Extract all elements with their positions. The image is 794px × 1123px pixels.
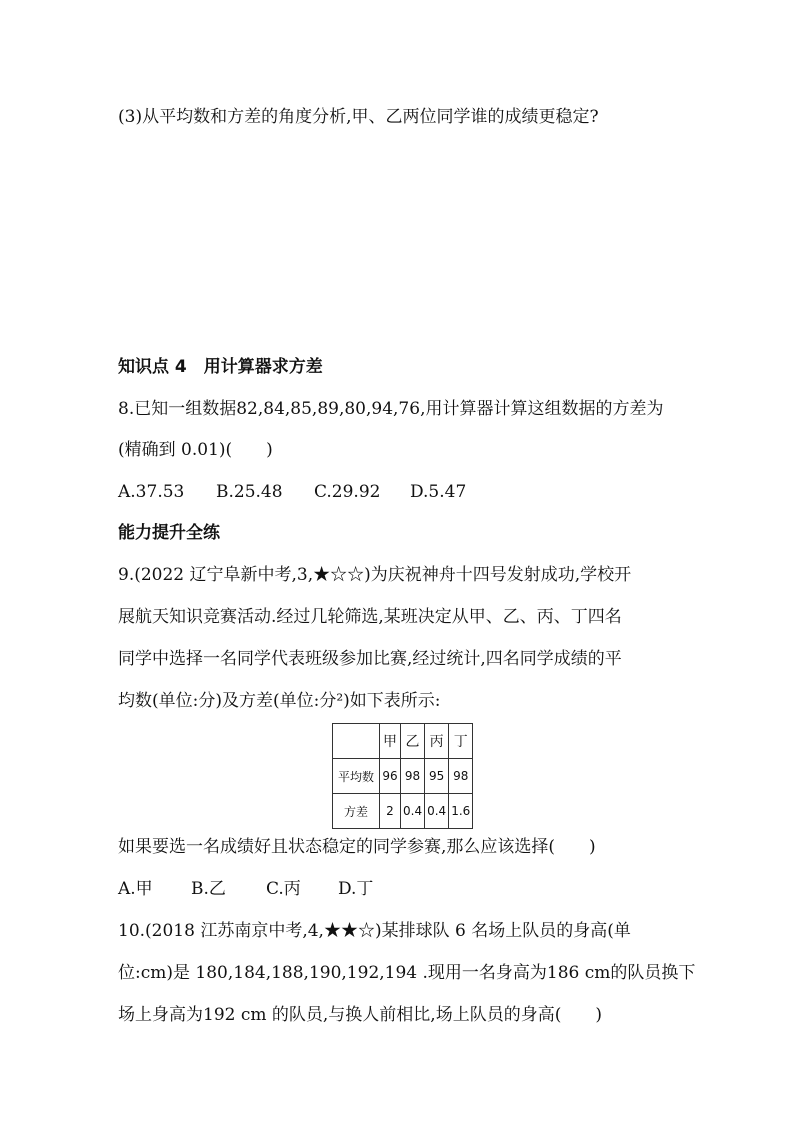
table-header-row (333, 724, 473, 759)
table-cell: 98 (401, 759, 425, 794)
table-header-cell: 丙 (425, 724, 449, 759)
q9-option-b: B.乙 (191, 879, 226, 899)
q9-line2: 展航天知识竞赛活动.经过几轮筛选,某班决定从甲、乙、丙、丁四名 (118, 607, 622, 627)
q9-question: 如果要选一名成绩好且状态稳定的同学参赛,那么应该选择( ) (118, 837, 596, 857)
score-variance-table (332, 723, 473, 829)
table-header-cell: 甲 (380, 724, 401, 759)
q9-option-d: D.丁 (338, 879, 374, 899)
q8-line1: 8.已知一组数据82,84,85,89,80,94,76,用计算器计算这组数据的方差为 (118, 399, 664, 419)
q9-option-c: C.丙 (266, 879, 301, 899)
table-cell: 98 (449, 759, 473, 794)
ability-heading: 能力提升全练 (118, 523, 220, 543)
table-cell: 96 (380, 759, 401, 794)
q8-option-a: A.37.53 (118, 482, 185, 502)
q9-line4: 均数(单位:分)及方差(单位:分²)如下表所示: (118, 691, 441, 711)
table-header-cell: 乙 (401, 724, 425, 759)
table-cell: 95 (425, 759, 449, 794)
q8-line2: (精确到 0.01)( ) (118, 440, 273, 460)
q8-option-d: D.5.47 (410, 482, 467, 502)
table-cell: 方差 (333, 794, 380, 829)
q10-line2: 位:cm)是 180,184,188,190,192,194 .现用一名身高为186 cm的队员换下 (118, 963, 696, 983)
q10-line3: 场上身高为192 cm 的队员,与换人前相比,场上队员的身高( ) (118, 1005, 602, 1025)
q8-option-c: C.29.92 (314, 482, 381, 502)
table-header-cell: 丁 (449, 724, 473, 759)
section4-heading: 知识点 4 用计算器求方差 (118, 357, 323, 377)
q8-option-b: B.25.48 (216, 482, 283, 502)
q7-part3-text: (3)从平均数和方差的角度分析,甲、乙两位同学谁的成绩更稳定? (118, 107, 599, 127)
table-cell: 1.6 (449, 794, 473, 829)
table-row (333, 759, 473, 794)
q9-options (118, 877, 373, 901)
table-header-cell (333, 724, 380, 759)
table-cell: 0.4 (425, 794, 449, 829)
table-cell: 0.4 (401, 794, 425, 829)
q9-line3: 同学中选择一名同学代表班级参加比赛,经过统计,四名同学成绩的平 (118, 649, 622, 669)
q10-line1: 10.(2018 江苏南京中考,4,★★☆)某排球队 6 名场上队员的身高(单 (118, 921, 631, 941)
table-cell: 2 (380, 794, 401, 829)
table-cell: 平均数 (333, 759, 380, 794)
q9-line1: 9.(2022 辽宁阜新中考,3,★☆☆)为庆祝神舟十四号发射成功,学校开 (118, 565, 632, 585)
q9-option-a: A.甲 (118, 879, 153, 899)
q8-options (118, 480, 466, 504)
table-row (333, 794, 473, 829)
